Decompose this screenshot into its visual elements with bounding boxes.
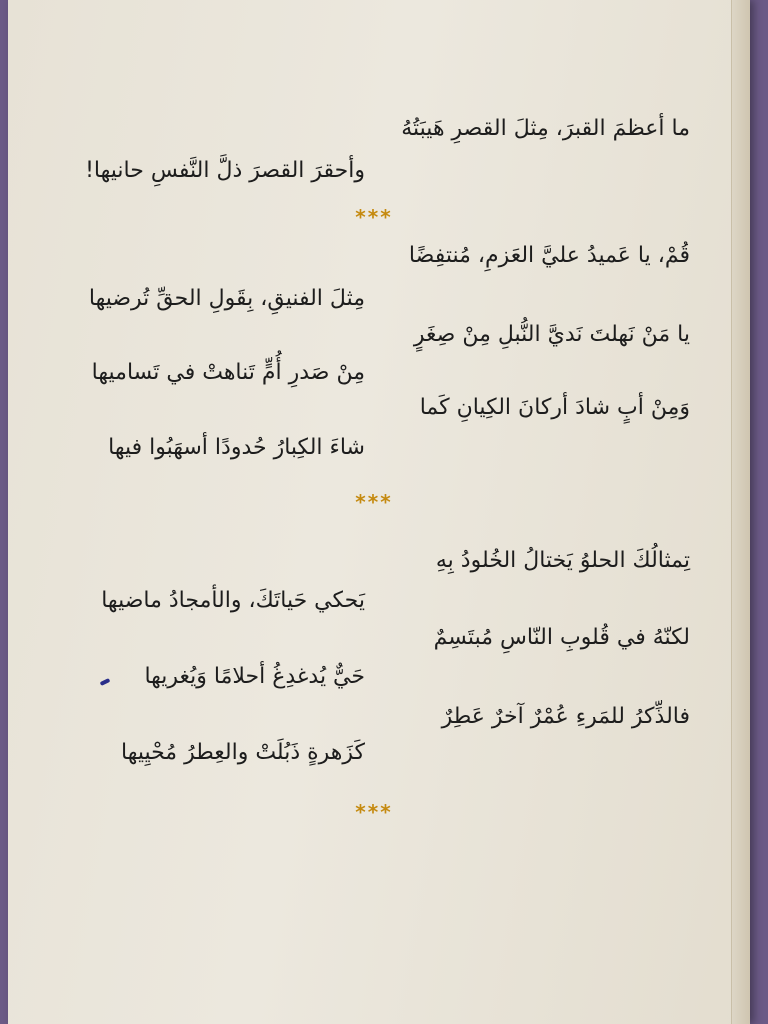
verse-line: وَمِنْ أبٍ شادَ أركانَ الكِيانِ كَما — [419, 395, 690, 420]
verse-line: تِمثالُكَ الحلوُ يَختالُ الخُلودُ بِهِ — [435, 548, 690, 573]
verse-line: حَيٌّ يُدغدِغُ أحلامًا وَيُغريها — [144, 664, 365, 689]
stanza-separator: *** — [355, 205, 393, 229]
verse-line: ما أعظمَ القبرَ، مِثلَ القصرِ هَيبَتُهُ — [401, 116, 690, 141]
verse-line: يا مَنْ نَهلتَ نَديَّ النُّبلِ مِنْ صِغَرٍ — [413, 322, 690, 347]
book-page — [8, 0, 750, 1024]
verse-line: يَحكي حَياتَكَ، والأمجادُ ماضيها — [101, 588, 365, 613]
verse-line: قُمْ، يا عَميدُ عليَّ العَزمِ، مُنتفِضًا — [408, 243, 690, 268]
page-edge — [731, 0, 750, 1024]
stanza-separator: *** — [355, 800, 393, 824]
stanza-separator: *** — [355, 490, 393, 514]
verse-line: فالذِّكرُ للمَرءِ عُمْرٌ آخرٌ عَطِرٌ — [441, 704, 690, 729]
verse-line: كَزَهرةٍ ذَبُلَتْ والعِطرُ مُحْيِيها — [120, 740, 365, 765]
verse-line: مِثلَ الفنيقِ، بِقَولِ الحقِّ تُرضيها — [88, 286, 365, 311]
verse-line: مِنْ صَدرِ أُمٍّ تَناهتْ في تَساميها — [91, 360, 365, 385]
pen-mark-icon — [100, 678, 111, 686]
verse-line: وأحقرَ القصرَ ذلَّ النَّفسِ حانيها! — [85, 158, 365, 183]
verse-line: لكنّهُ في قُلوبِ النّاسِ مُبتَسِمٌ — [433, 625, 690, 650]
verse-line: شاءَ الكِبارُ حُدودًا أسهَبُوا فيها — [108, 435, 365, 460]
